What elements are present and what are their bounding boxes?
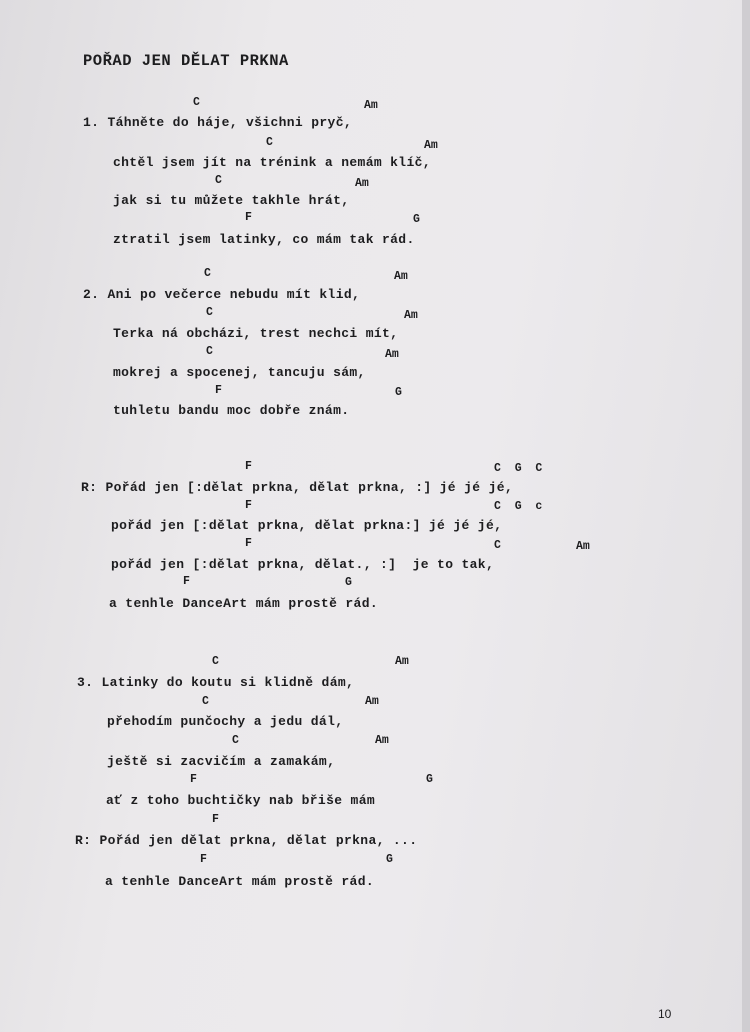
chord-label: C (212, 655, 219, 668)
lyric-line: Terka ná obcházi, trest nechci mít, (113, 326, 399, 341)
chord-label: C (206, 345, 213, 358)
chord-label: C (494, 539, 501, 552)
chord-label: Am (385, 348, 399, 361)
chord-label: F (183, 575, 190, 588)
chord-label: C (206, 306, 213, 319)
chord-label: F (190, 773, 197, 786)
lyric-line: ještě si zacvičím a zamakám, (107, 754, 336, 769)
lyric-line: pořád jen [:dělat prkna, dělat., :] je to tak, (111, 557, 495, 572)
chord-label: Am (364, 99, 378, 112)
chord-label: F (215, 384, 222, 397)
chord-label: G (386, 853, 393, 866)
chord-label: F (200, 853, 207, 866)
chord-label: C (232, 734, 239, 747)
lyric-line: tuhletu bandu moc dobře znám. (113, 403, 350, 418)
lyric-line: jak si tu můžete takhle hrát, (113, 193, 350, 208)
chord-label: F (212, 813, 219, 826)
chord-label: C (215, 174, 222, 187)
lyric-line: přehodím punčochy a jedu dál, (107, 714, 344, 729)
chord-label: C (202, 695, 209, 708)
lyric-line: R: Pořád jen [:dělat prkna, dělat prkna, :] jé jé jé, (81, 480, 514, 495)
chord-label: G (426, 773, 433, 786)
chord-label: F (245, 537, 252, 550)
lyric-line: a tenhle DanceArt mám prostě rád. (109, 596, 378, 611)
lyric-line: R: Pořád jen dělat prkna, dělat prkna, ... (75, 833, 418, 848)
chord-label: F (245, 211, 252, 224)
lyric-line: pořád jen [:dělat prkna, dělat prkna:] jé jé jé, (111, 518, 503, 533)
chord-label: C G c (494, 500, 543, 513)
chord-label: Am (576, 540, 590, 553)
lyric-line: 2. Ani po večerce nebudu mít klid, (83, 287, 361, 302)
lyric-line: chtěl jsem jít na trénink a nemám klíč, (113, 155, 431, 170)
chord-label: Am (424, 139, 438, 152)
chord-label: C (204, 267, 211, 280)
song-title: POŘAD JEN DĚLAT PRKNA (83, 52, 289, 70)
lyric-line: ať z toho buchtičky nab břiše mám (106, 793, 375, 808)
chord-label: Am (394, 270, 408, 283)
chord-label: F (245, 499, 252, 512)
chord-label: G (345, 576, 352, 589)
chord-label: Am (355, 177, 369, 190)
lyric-line: 3. Latinky do koutu si klidně dám, (77, 675, 355, 690)
lyric-line: 1. Táhněte do háje, všichni pryč, (83, 115, 352, 130)
lyric-line: mokrej a spocenej, tancuju sám, (113, 365, 366, 380)
chord-label: Am (404, 309, 418, 322)
page-edge-shadow (742, 0, 750, 1032)
lyric-line: a tenhle DanceArt mám prostě rád. (105, 874, 374, 889)
page-number: 10 (658, 1007, 672, 1021)
chord-label: G (413, 213, 420, 226)
chord-label: F (245, 460, 252, 473)
chord-label: Am (395, 655, 409, 668)
chord-label: C (193, 96, 200, 109)
lyric-line: ztratil jsem latinky, co mám tak rád. (113, 232, 415, 247)
chord-label: C (266, 136, 273, 149)
chord-label: Am (365, 695, 379, 708)
chord-label: G (395, 386, 402, 399)
chord-label: Am (375, 734, 389, 747)
chord-label: C G C (494, 462, 543, 475)
